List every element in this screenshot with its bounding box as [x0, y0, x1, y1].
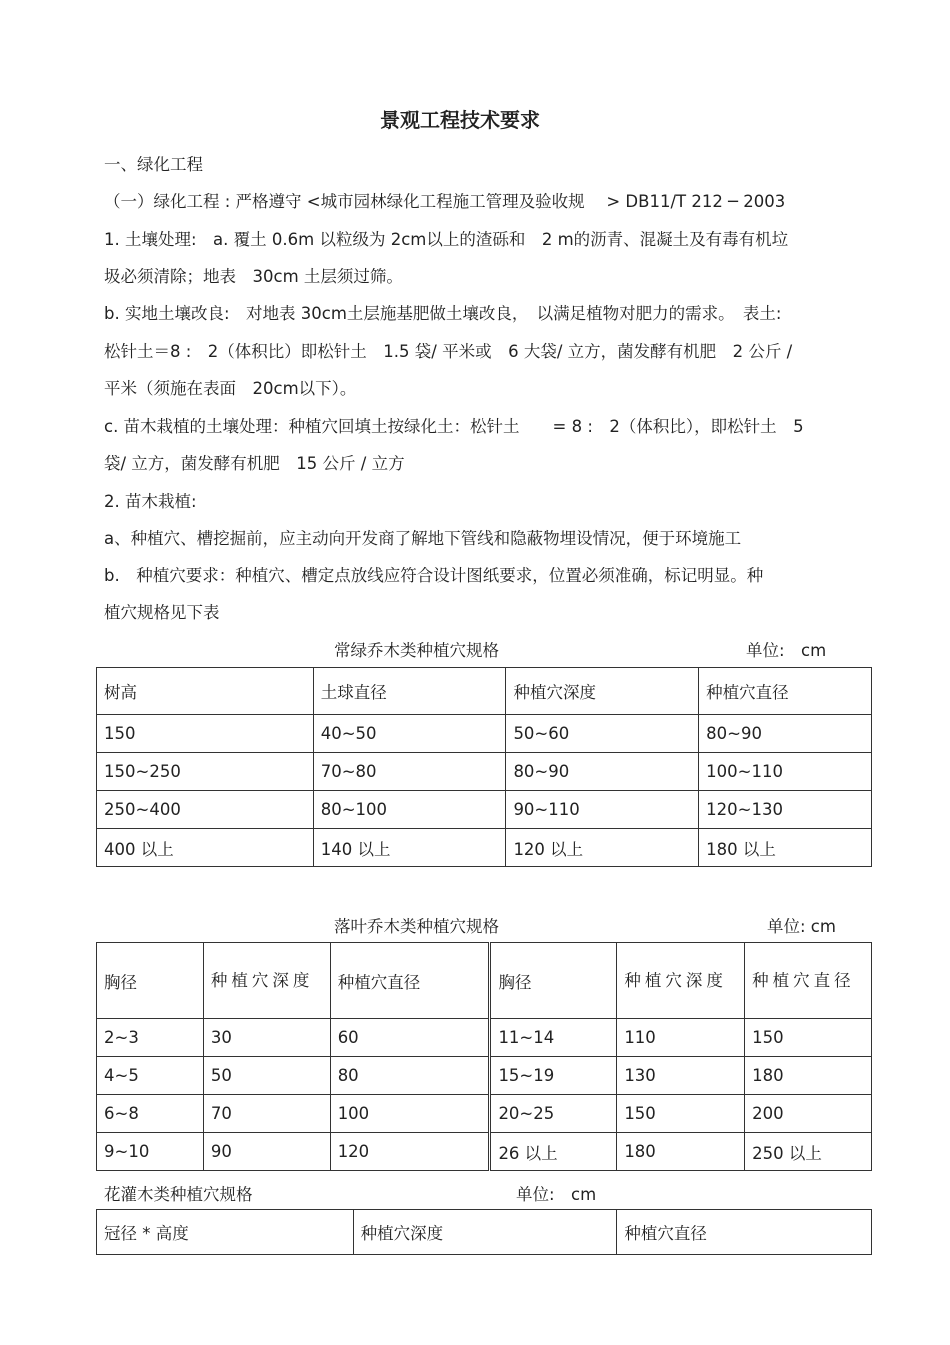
table-row — [97, 1019, 872, 1057]
header-cell: 胸径 — [490, 943, 617, 1019]
table-cell: 150 — [617, 1095, 745, 1133]
table-row — [97, 753, 872, 791]
deciduous-table — [96, 942, 872, 1171]
shrub-table-caption: 花灌木类种植穴规格 — [104, 1185, 253, 1204]
table-cell: 60 — [330, 1019, 490, 1057]
table-cell: 90 — [203, 1133, 330, 1171]
evergreen-table — [96, 667, 872, 867]
table-cell: 50~60 — [506, 715, 699, 753]
table-cell: 150 — [745, 1019, 872, 1057]
pit-digging-line: a、种植穴、槽挖掘前，应主动向开发商了解地下管线和隐蔽物埋设情况，便于环境施工 — [104, 529, 742, 548]
header-cell: 种植穴深度 — [506, 668, 699, 715]
table-cell: 180 以上 — [699, 829, 872, 867]
table-cell: 250 以上 — [745, 1133, 872, 1171]
table-cell: 130 — [617, 1057, 745, 1095]
table-cell: 120 — [330, 1133, 490, 1171]
table-cell: 40~50 — [313, 715, 506, 753]
header-cell: 土球直径 — [313, 668, 506, 715]
table-cell: 180 — [617, 1133, 745, 1171]
deciduous-table-unit: 单位: cm — [767, 917, 836, 936]
table-row — [97, 829, 872, 867]
table-cell: 140 以上 — [313, 829, 506, 867]
table-cell: 150~250 — [97, 753, 314, 791]
section-heading-greening: 一、绿化工程 — [104, 155, 203, 174]
table-cell: 50 — [203, 1057, 330, 1095]
table-row — [97, 1057, 872, 1095]
table-cell: 80~100 — [313, 791, 506, 829]
table-row — [97, 1133, 872, 1171]
pit-requirement-line-1: b. 种植穴要求：种植穴、槽定点放线应符合设计图纸要求，位置必须准确，标记明显。种 — [104, 566, 764, 585]
table-cell: 11~14 — [490, 1019, 617, 1057]
table-cell: 26 以上 — [490, 1133, 617, 1171]
header-cell: 树高 — [97, 668, 314, 715]
table-cell: 120~130 — [699, 791, 872, 829]
seedling-planting-heading: 2. 苗木栽植: — [104, 492, 197, 511]
header-cell: 种植穴深度 — [617, 943, 745, 1019]
table-cell: 20~25 — [490, 1095, 617, 1133]
page-title: 景观工程技术要求 — [380, 108, 540, 132]
header-cell: 种植穴直径 — [330, 943, 490, 1019]
table-cell: 200 — [745, 1095, 872, 1133]
header-cell: 种植穴深度 — [203, 943, 330, 1019]
table-cell: 80 — [330, 1057, 490, 1095]
soil-treatment-line-2: 圾必须清除；地表 30cm 土层须过筛。 — [104, 267, 403, 286]
table-cell: 120 以上 — [506, 829, 699, 867]
header-cell: 种植穴直径 — [699, 668, 872, 715]
soil-improvement-line-3: 平米（须施在表面 20cm以下）。 — [104, 379, 357, 398]
table-cell: 80~90 — [699, 715, 872, 753]
table-header-row — [97, 1210, 872, 1255]
evergreen-table-caption: 常绿乔木类种植穴规格 — [334, 641, 499, 660]
table-row — [97, 715, 872, 753]
planting-soil-line-2: 袋/ 立方，菌发酵有机肥 15 公斤 / 立方 — [104, 454, 405, 473]
soil-improvement-line-1: b. 实地土壤改良: 对地表 30cm土层施基肥做土壤改良， 以满足植物对肥力的需求。 表土: — [104, 304, 782, 323]
table-cell: 15~19 — [490, 1057, 617, 1095]
table-header-row — [97, 943, 872, 1019]
table-row — [97, 791, 872, 829]
table-cell: 110 — [617, 1019, 745, 1057]
table-cell: 180 — [745, 1057, 872, 1095]
table-cell: 30 — [203, 1019, 330, 1057]
table-header-row — [97, 668, 872, 715]
pit-requirement-line-2: 植穴规格见下表 — [104, 603, 220, 622]
header-cell: 种植穴直径 — [745, 943, 872, 1019]
soil-treatment-line-1: 1. 土壤处理: a. 覆土 0.6m 以粒级为 2cm以上的渣砾和 2 m的沥青、混凝土及有毒有机垃 — [104, 230, 789, 249]
subsection-standard-line: （一）绿化工程 : 严格遵守 <城市园林绿化工程施工管理及验收规 > DB11/T 212 ─ 2003 — [104, 192, 786, 211]
deciduous-table-caption: 落叶乔木类种植穴规格 — [334, 917, 499, 936]
table-cell: 70~80 — [313, 753, 506, 791]
table-cell: 70 — [203, 1095, 330, 1133]
table-cell: 100~110 — [699, 753, 872, 791]
header-cell: 种植穴直径 — [617, 1210, 872, 1255]
soil-improvement-line-2: 松针土＝8 : 2（体积比）即松针土 1.5 袋/ 平米或 6 大袋/ 立方，菌发酵有机肥 2 公斤 / — [104, 342, 793, 361]
evergreen-table-unit: 单位: cm — [746, 641, 827, 660]
table-cell: 9~10 — [97, 1133, 204, 1171]
shrub-table — [96, 1209, 872, 1255]
table-row — [97, 1095, 872, 1133]
shrub-table-unit: 单位: cm — [516, 1185, 597, 1204]
table-cell: 90~110 — [506, 791, 699, 829]
header-cell: 冠径 * 高度 — [97, 1210, 354, 1255]
header-cell: 种植穴深度 — [353, 1210, 617, 1255]
planting-soil-line-1: c. 苗木栽植的土壤处理：种植穴回填土按绿化土：松针土 = 8 : 2（体积比），即松针土 5 — [104, 417, 804, 436]
table-cell: 2~3 — [97, 1019, 204, 1057]
table-cell: 4~5 — [97, 1057, 204, 1095]
table-cell: 80~90 — [506, 753, 699, 791]
table-cell: 100 — [330, 1095, 490, 1133]
header-cell: 胸径 — [97, 943, 204, 1019]
table-cell: 400 以上 — [97, 829, 314, 867]
table-cell: 150 — [97, 715, 314, 753]
table-cell: 250~400 — [97, 791, 314, 829]
table-cell: 6~8 — [97, 1095, 204, 1133]
